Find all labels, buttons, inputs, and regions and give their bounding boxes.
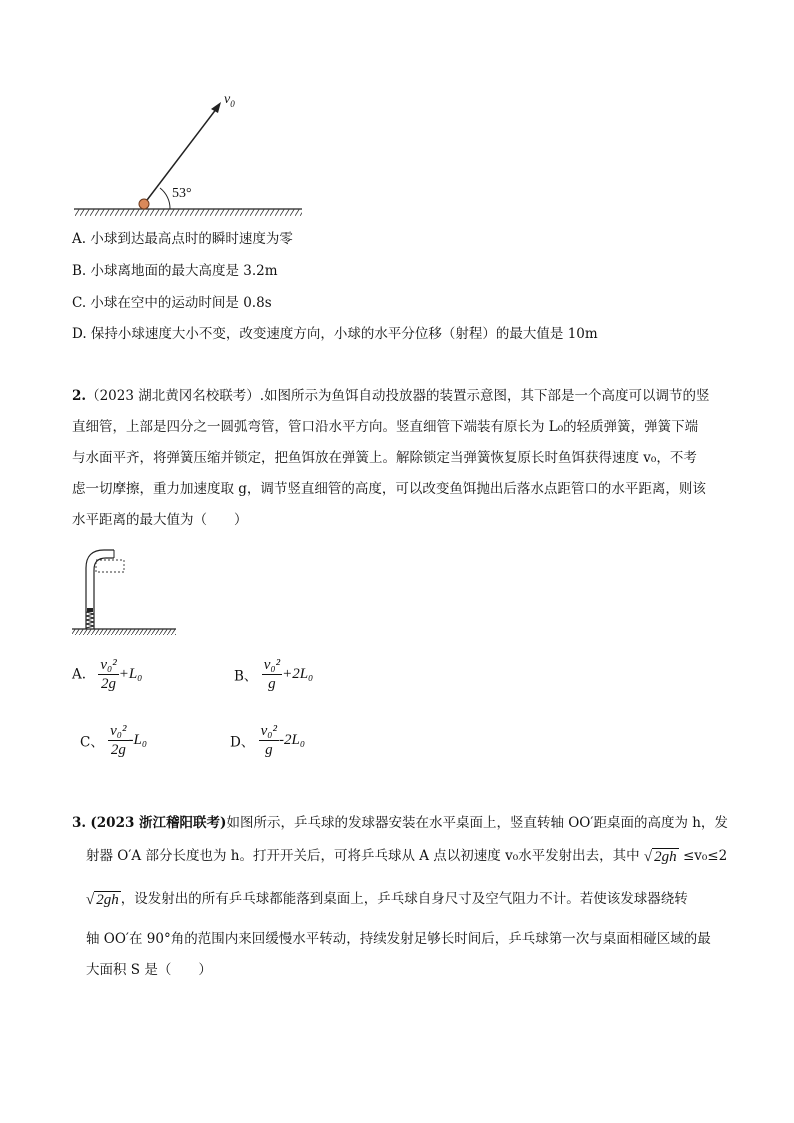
fish-feeder-figure <box>72 544 178 638</box>
sqrt-expression-2: √ 2gh <box>86 891 119 908</box>
angle-label: 53° <box>172 186 192 201</box>
arrow-head <box>211 102 221 113</box>
spring <box>86 612 94 628</box>
ground-hatch <box>74 209 302 216</box>
angle-arc <box>160 188 170 209</box>
q2-number: 2. <box>72 388 87 404</box>
q3-number: 3. <box>72 815 87 831</box>
pipe-inner <box>94 558 114 629</box>
q1-option-d: D. 保持小球速度大小不变，改变速度方向，小球的水平分位移（射程）的最大值是 10m <box>72 326 598 342</box>
dashed-box <box>96 560 124 572</box>
q2-source: （2023 湖北黄冈名校联考） <box>86 388 260 404</box>
q3-line-5: 大面积 S 是（ ） <box>86 962 212 978</box>
q1-option-a: A. 小球到达最高点时的瞬时速度为零 <box>72 231 293 247</box>
sqrt-expression-1: √ 2gh <box>643 848 677 865</box>
q2-option-b: B、 $\frac{\text{v₀²}}{g}$ +2L₀ <box>234 657 314 692</box>
q2-option-c: C、 $\frac{\text{v₀²}}{2g}$ -L₀ <box>80 723 148 758</box>
q3-line-3: √ 2gh ，设发射出的所有乒乓球都能落到桌面上，乒乓球自身尺寸及空气阻力不计。若使该发球器绕转 <box>86 891 688 908</box>
q3-line-1: 3. (2023 浙江稽阳联考)如图所示，乒乓球的发球器安装在水平桌面上，竖直转轴 OO′距桌面的高度为 h，发 <box>72 815 728 831</box>
q2-stem: 2.（2023 湖北黄冈名校联考）.如图所示为鱼饵自动投放器的装置示意图，其下部是一个高度可以调节的竖 直细管，上部是四分之一圆弧弯管，管口沿水平方向。竖直细管下端装有原长为 L₀的轻质弹簧，弹簧下端 与水面平齐，将弹簧压缩并锁定，把鱼饵放在弹簧上。解除锁定当弹簧恢复原长时鱼饵获得速度 v₀，不考 虑一切摩擦，重力加速度取 g，调节竖直细管的高度，可以改变鱼饵抛出后落水点距管口的水平距离，则该 水平距离的最大值为（ ） <box>72 388 710 528</box>
q3-line-2: 射器 O′A 部分长度也为 h。打开开关后，可将乒乓球从 A 点以初速度 v₀水平发射出去，其中 √ 2gh ≤v₀≤2 <box>86 848 728 865</box>
q1-option-c: C. 小球在空中的运动时间是 0.8s <box>72 295 272 311</box>
q2-option-a: A. $\frac{\text{v₀²}}{2g}$ +L₀ <box>72 657 143 692</box>
velocity-label: $v_0$ <box>224 92 235 109</box>
ball <box>139 199 149 209</box>
q3-line-4: 轴 OO′在 90°角的范围内来回缓慢水平转动，持续发射足够长时间后，乒乓球第一次与桌面相碰区域的最 <box>86 931 711 947</box>
q3-source: (2023 浙江稽阳联考) <box>90 815 227 831</box>
q2-option-d: D、 $\frac{\text{v₀²}}{g}$ -2L₀ <box>230 723 306 758</box>
q1-option-b: B. 小球离地面的最大高度是 3.2m <box>72 263 278 279</box>
